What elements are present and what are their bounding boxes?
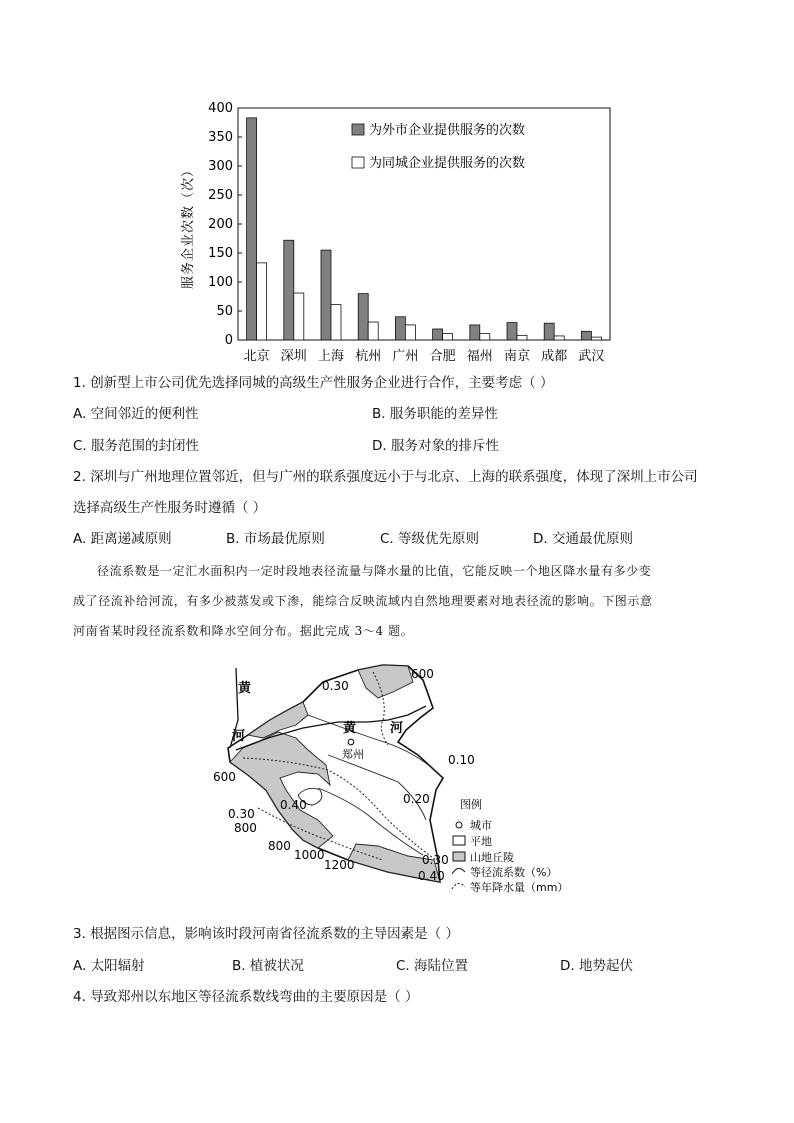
option-c[interactable]: C. 服务范围的封闭性 bbox=[73, 438, 200, 454]
runoff-label: 0.40 bbox=[418, 869, 445, 883]
legend-item: 城市 bbox=[470, 819, 492, 832]
y-tick-label: 150 bbox=[208, 246, 233, 261]
y-tick-label: 0 bbox=[224, 333, 233, 348]
bar-chart-svg bbox=[180, 96, 620, 366]
runoff-label: 0.20 bbox=[403, 792, 430, 806]
y-tick-label: 200 bbox=[208, 217, 233, 232]
bar-same-city bbox=[331, 305, 341, 340]
bar-other-city bbox=[321, 250, 331, 340]
x-tick-label: 杭州 bbox=[355, 349, 382, 364]
bar-other-city bbox=[247, 118, 257, 340]
y-tick-label: 350 bbox=[208, 130, 233, 145]
precip-label: 600 bbox=[213, 770, 236, 784]
legend-item: 山地丘陵 bbox=[470, 851, 514, 864]
service-bar-chart bbox=[180, 96, 620, 366]
option-c[interactable]: C. 等级优先原则 bbox=[380, 531, 480, 547]
x-tick-label: 广州 bbox=[392, 349, 419, 364]
x-tick-label: 武汉 bbox=[578, 349, 605, 364]
map-svg bbox=[208, 660, 592, 905]
y-tick-label: 100 bbox=[208, 275, 233, 290]
question-number: 1. bbox=[73, 375, 86, 391]
river-label: 黄 bbox=[343, 721, 357, 736]
city-zhengzhou-marker bbox=[348, 739, 354, 745]
bar-same-city bbox=[405, 325, 415, 340]
x-tick-label: 成都 bbox=[541, 349, 568, 364]
river-label: 黄 bbox=[238, 681, 252, 696]
legend-item: 等径流系数（%） bbox=[470, 866, 558, 879]
option-c[interactable]: C. 海陆位置 bbox=[396, 958, 469, 974]
question-4 bbox=[73, 988, 418, 1006]
precip-label: 1200 bbox=[324, 858, 355, 872]
precip-label: 1000 bbox=[294, 848, 325, 862]
x-tick-label: 南京 bbox=[503, 349, 531, 364]
bar-same-city bbox=[443, 334, 453, 340]
map-legend bbox=[452, 797, 568, 894]
y-tick-label: 250 bbox=[208, 188, 233, 203]
bar-same-city bbox=[517, 335, 527, 340]
precip-label: 600 bbox=[411, 667, 434, 681]
bar-same-city bbox=[554, 336, 564, 340]
bar-same-city bbox=[257, 263, 267, 340]
bar-same-city bbox=[591, 337, 601, 340]
question-number: 4. bbox=[73, 989, 86, 1005]
runoff-label: 0.30 bbox=[322, 679, 349, 693]
bar-other-city bbox=[581, 331, 591, 340]
question-2-cont: 选择高级生产性服务时遵循（ ） bbox=[73, 500, 267, 516]
bar-other-city bbox=[358, 294, 368, 340]
question-1 bbox=[73, 374, 553, 392]
question-text-line1: 深圳与广州地理位置邻近，但与广州的联系强度远小于与北京、上海的联系强度，体现了深圳上市公司 bbox=[90, 469, 698, 485]
plain-symbol-icon bbox=[453, 836, 465, 845]
y-axis-label: 服务企业次数（次） bbox=[181, 162, 196, 290]
bar-other-city bbox=[507, 323, 517, 340]
x-tick-label: 深圳 bbox=[280, 349, 307, 364]
question-text: 导致郑州以东地区等径流系数线弯曲的主要原因是（ ） bbox=[90, 989, 419, 1005]
option-a[interactable]: A. 空间邻近的便利性 bbox=[73, 406, 199, 422]
question-3 bbox=[73, 925, 459, 943]
legend-item: 平地 bbox=[470, 835, 492, 848]
runoff-line-symbol-icon bbox=[452, 868, 465, 874]
runoff-label: 0.30 bbox=[422, 853, 449, 867]
bar-other-city bbox=[470, 325, 480, 340]
x-tick-label: 上海 bbox=[317, 349, 345, 364]
question-2 bbox=[73, 468, 698, 486]
option-a[interactable]: A. 距离递减原则 bbox=[73, 531, 172, 547]
bar-same-city bbox=[368, 322, 378, 340]
legend-label: 为同城企业提供服务的次数 bbox=[369, 156, 526, 171]
runoff-label: 0.40 bbox=[280, 798, 307, 812]
option-b[interactable]: B. 植被状况 bbox=[232, 958, 304, 974]
option-d[interactable]: D. 服务对象的排斥性 bbox=[372, 438, 499, 454]
city-label: 郑州 bbox=[342, 748, 364, 761]
x-tick-label: 福州 bbox=[466, 349, 493, 364]
bar-other-city bbox=[433, 329, 443, 340]
bar-other-city bbox=[544, 323, 554, 340]
option-d[interactable]: D. 地势起伏 bbox=[560, 958, 633, 974]
option-d[interactable]: D. 交通最优原则 bbox=[533, 531, 633, 547]
legend-title: 图例 bbox=[460, 798, 482, 811]
runoff-label: 0.30 bbox=[228, 807, 255, 821]
passage-line-2: 成了径流补给河流，有多少被蒸发或下渗，能综合反映流域内自然地理要素对地表径流的影响。下图示意 bbox=[73, 594, 653, 608]
river-label: 河 bbox=[390, 721, 404, 736]
bar-other-city bbox=[395, 317, 405, 340]
y-tick-label: 300 bbox=[208, 159, 233, 174]
bar-other-city bbox=[284, 240, 294, 340]
bar-same-city bbox=[294, 293, 304, 340]
option-b[interactable]: B. 服务职能的差异性 bbox=[372, 406, 498, 422]
mountain-symbol-icon bbox=[453, 852, 465, 861]
passage-line-3: 河南省某时段径流系数和降水空间分布。据此完成 3～4 题。 bbox=[73, 624, 414, 638]
legend-item: 等年降水量（mm） bbox=[470, 881, 569, 894]
y-tick-label: 50 bbox=[216, 304, 233, 319]
question-text: 根据图示信息，影响该时段河南省径流系数的主导因素是（ ） bbox=[90, 926, 459, 942]
question-number: 2. bbox=[73, 469, 86, 485]
precip-label: 800 bbox=[268, 839, 291, 853]
option-b[interactable]: B. 市场最优原则 bbox=[226, 531, 325, 547]
question-text: 创新型上市公司优先选择同城的高级生产性服务企业进行合作，主要考虑（ ） bbox=[90, 375, 554, 391]
legend-swatch bbox=[352, 124, 364, 135]
legend-label: 为外市企业提供服务的次数 bbox=[369, 123, 526, 138]
question-number: 3. bbox=[73, 926, 86, 942]
runoff-label: 0.10 bbox=[448, 753, 475, 767]
passage-line-1: 径流系数是一定汇水面积内一定时段地表径流量与降水量的比值，它能反映一个地区降水量有多少变 bbox=[97, 564, 652, 578]
precip-label: 800 bbox=[234, 821, 257, 835]
henan-runoff-map bbox=[208, 660, 592, 905]
city-symbol-icon bbox=[456, 822, 462, 828]
option-a[interactable]: A. 太阳辐射 bbox=[73, 958, 145, 974]
precip-line-symbol-icon bbox=[452, 883, 465, 889]
x-tick-label: 北京 bbox=[243, 349, 270, 364]
reading-passage bbox=[73, 556, 725, 646]
bar-same-city bbox=[480, 334, 490, 340]
y-tick-label: 400 bbox=[208, 101, 233, 116]
legend-swatch bbox=[352, 157, 364, 168]
river-label: 河 bbox=[232, 729, 246, 744]
x-tick-label: 合肥 bbox=[429, 349, 456, 364]
